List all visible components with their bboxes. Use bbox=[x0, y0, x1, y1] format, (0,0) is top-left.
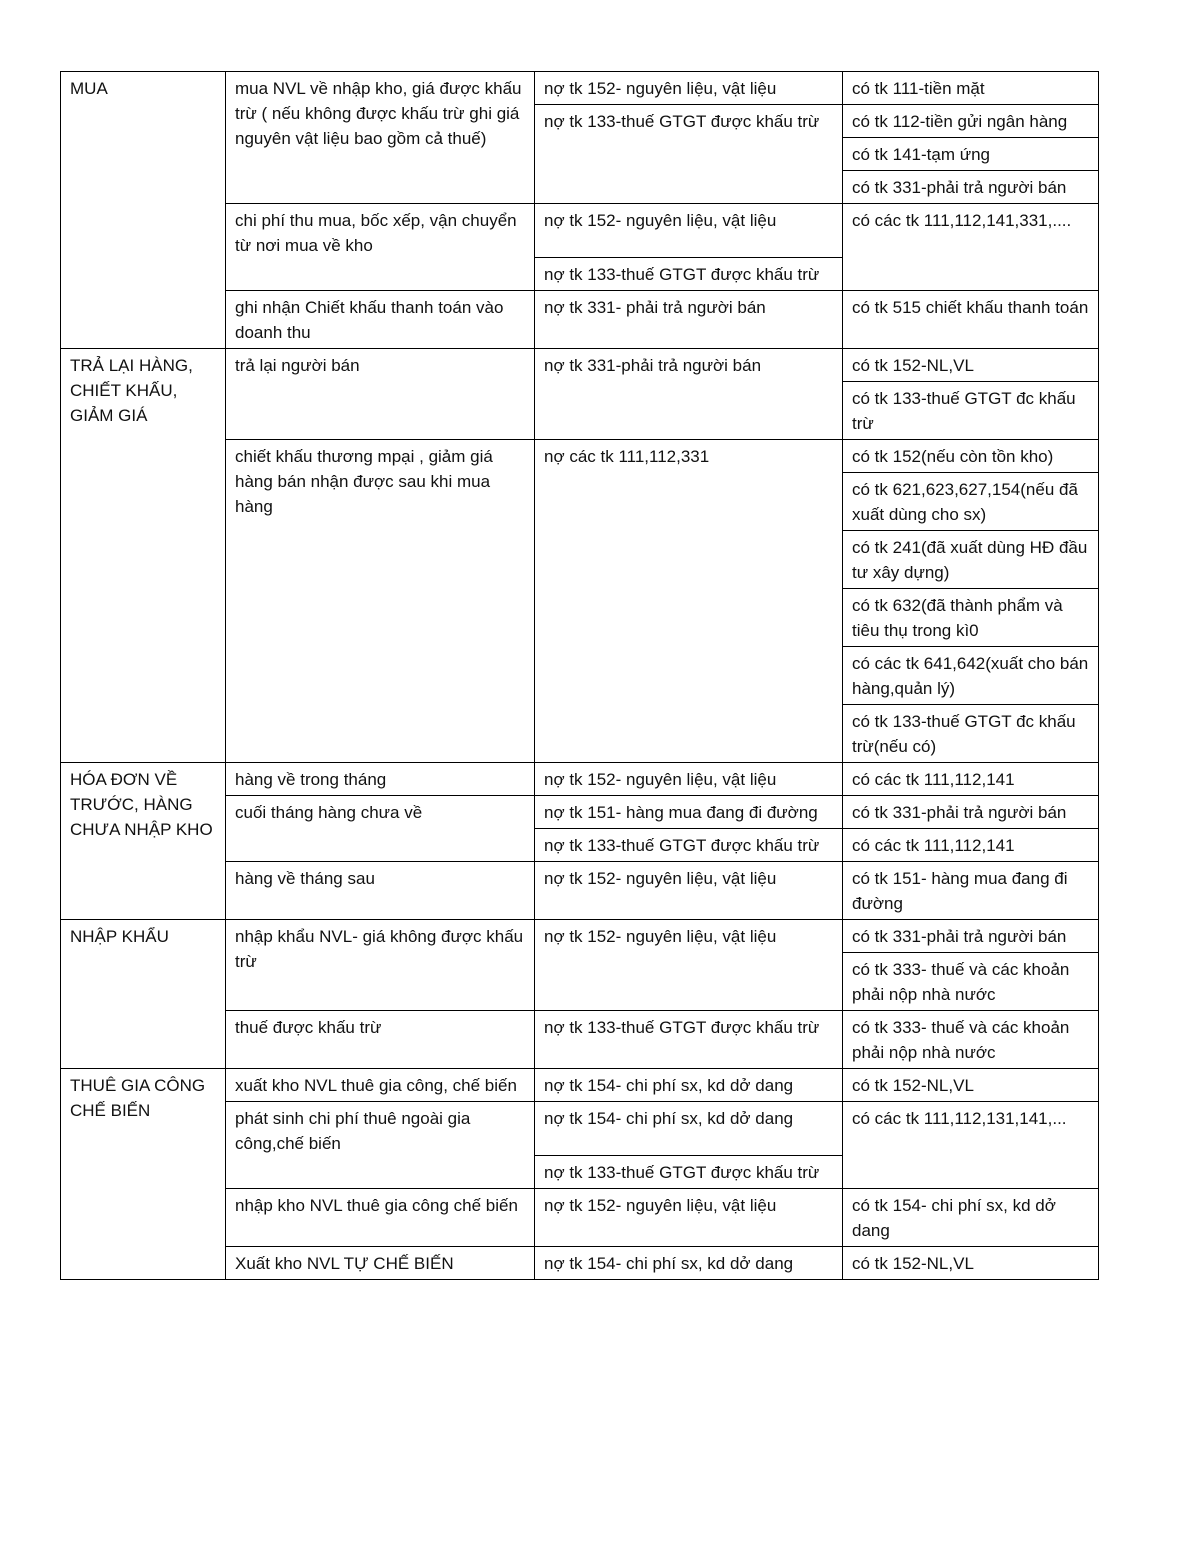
credit-entry: có tk 515 chiết khấu thanh toán bbox=[843, 291, 1099, 349]
transaction-description: phát sinh chi phí thuê ngoài gia công,chế biến bbox=[226, 1102, 535, 1189]
debit-entry: nợ tk 331-phải trả người bán bbox=[535, 349, 843, 440]
transaction-description: cuối tháng hàng chưa về bbox=[226, 796, 535, 862]
debit-entry: nợ tk 133-thuế GTGT được khấu trừ bbox=[535, 1156, 843, 1189]
transaction-description: hàng về tháng sau bbox=[226, 862, 535, 920]
debit-entry: nợ tk 154- chi phí sx, kd dở dang bbox=[535, 1102, 843, 1156]
section-label: THUÊ GIA CÔNG CHẾ BIẾN bbox=[61, 1069, 226, 1280]
credit-entry: có tk 241(đã xuất dùng HĐ đầu tư xây dựng) bbox=[843, 531, 1099, 589]
section-label: NHẬP KHẨU bbox=[61, 920, 226, 1069]
debit-entry: nợ tk 154- chi phí sx, kd dở dang bbox=[535, 1069, 843, 1102]
credit-entry: có tk 154- chi phí sx, kd dở dang bbox=[843, 1189, 1099, 1247]
debit-entry: nợ tk 152- nguyên liệu, vật liệu bbox=[535, 920, 843, 1011]
credit-entry: có tk 133-thuế GTGT đc khấu trừ bbox=[843, 382, 1099, 440]
credit-entry: có tk 152-NL,VL bbox=[843, 1247, 1099, 1280]
debit-entry: nợ tk 133-thuế GTGT được khấu trừ bbox=[535, 829, 843, 862]
accounting-entries-table bbox=[60, 71, 1099, 1280]
credit-entry: có các tk 111,112,141,331,.... bbox=[843, 204, 1099, 291]
transaction-description: chiết khấu thương mpại , giảm giá hàng bán nhận được sau khi mua hàng bbox=[226, 440, 535, 763]
transaction-description: ghi nhận Chiết khấu thanh toán vào doanh thu bbox=[226, 291, 535, 349]
credit-entry: có tk 331-phải trả người bán bbox=[843, 171, 1099, 204]
debit-entry: nợ các tk 111,112,331 bbox=[535, 440, 843, 763]
credit-entry: có tk 331-phải trả người bán bbox=[843, 796, 1099, 829]
table-row bbox=[61, 72, 1099, 105]
debit-entry: nợ tk 133-thuế GTGT được khấu trừ bbox=[535, 105, 843, 204]
credit-entry: có các tk 111,112,141 bbox=[843, 829, 1099, 862]
debit-entry: nợ tk 331- phải trả người bán bbox=[535, 291, 843, 349]
credit-entry: có tk 152-NL,VL bbox=[843, 1069, 1099, 1102]
transaction-description: xuất kho NVL thuê gia công, chế biến bbox=[226, 1069, 535, 1102]
credit-entry: có tk 331-phải trả người bán bbox=[843, 920, 1099, 953]
credit-entry: có tk 151- hàng mua đang đi đường bbox=[843, 862, 1099, 920]
credit-entry: có tk 141-tạm ứng bbox=[843, 138, 1099, 171]
debit-entry: nợ tk 152- nguyên liệu, vật liệu bbox=[535, 72, 843, 105]
table-row bbox=[61, 1069, 1099, 1102]
credit-entry: có tk 112-tiền gửi ngân hàng bbox=[843, 105, 1099, 138]
transaction-description: hàng về trong tháng bbox=[226, 763, 535, 796]
transaction-description: nhập khẩu NVL- giá không được khấu trừ bbox=[226, 920, 535, 1011]
debit-entry: nợ tk 154- chi phí sx, kd dở dang bbox=[535, 1247, 843, 1280]
transaction-description: trả lại người bán bbox=[226, 349, 535, 440]
credit-entry: có tk 152-NL,VL bbox=[843, 349, 1099, 382]
credit-entry: có tk 111-tiền mặt bbox=[843, 72, 1099, 105]
transaction-description: Xuất kho NVL TỰ CHẾ BIẾN bbox=[226, 1247, 535, 1280]
section-label: MUA bbox=[61, 72, 226, 349]
credit-entry: có tk 333- thuế và các khoản phải nộp nhà nước bbox=[843, 1011, 1099, 1069]
credit-entry: có tk 333- thuế và các khoản phải nộp nhà nước bbox=[843, 953, 1099, 1011]
credit-entry: có tk 133-thuế GTGT đc khấu trừ(nếu có) bbox=[843, 705, 1099, 763]
credit-entry: có các tk 641,642(xuất cho bán hàng,quản lý) bbox=[843, 647, 1099, 705]
debit-entry: nợ tk 152- nguyên liệu, vật liệu bbox=[535, 862, 843, 920]
debit-entry: nợ tk 152- nguyên liệu, vật liệu bbox=[535, 763, 843, 796]
credit-entry: có tk 152(nếu còn tồn kho) bbox=[843, 440, 1099, 473]
credit-entry: có tk 621,623,627,154(nếu đã xuất dùng cho sx) bbox=[843, 473, 1099, 531]
table-row bbox=[61, 763, 1099, 796]
table-row bbox=[61, 349, 1099, 382]
transaction-description: mua NVL về nhập kho, giá được khấu trừ ( nếu không được khấu trừ ghi giá nguyên vật liệu bao gồm cả thuế) bbox=[226, 72, 535, 204]
debit-entry: nợ tk 152- nguyên liệu, vật liệu bbox=[535, 1189, 843, 1247]
credit-entry: có các tk 111,112,131,141,... bbox=[843, 1102, 1099, 1189]
debit-entry: nợ tk 151- hàng mua đang đi đường bbox=[535, 796, 843, 829]
credit-entry: có tk 632(đã thành phẩm và tiêu thụ trong kì0 bbox=[843, 589, 1099, 647]
debit-entry: nợ tk 133-thuế GTGT được khấu trừ bbox=[535, 1011, 843, 1069]
transaction-description: thuế được khấu trừ bbox=[226, 1011, 535, 1069]
credit-entry: có các tk 111,112,141 bbox=[843, 763, 1099, 796]
debit-entry: nợ tk 133-thuế GTGT được khấu trừ bbox=[535, 258, 843, 291]
debit-entry: nợ tk 152- nguyên liệu, vật liệu bbox=[535, 204, 843, 258]
section-label: TRẢ LẠI HÀNG, CHIẾT KHẤU, GIẢM GIÁ bbox=[61, 349, 226, 763]
section-label: HÓA ĐƠN VỀ TRƯỚC, HÀNG CHƯA NHẬP KHO bbox=[61, 763, 226, 920]
transaction-description: chi phí thu mua, bốc xếp, vận chuyển từ nơi mua về kho bbox=[226, 204, 535, 291]
transaction-description: nhập kho NVL thuê gia công chế biến bbox=[226, 1189, 535, 1247]
table-row bbox=[61, 920, 1099, 953]
